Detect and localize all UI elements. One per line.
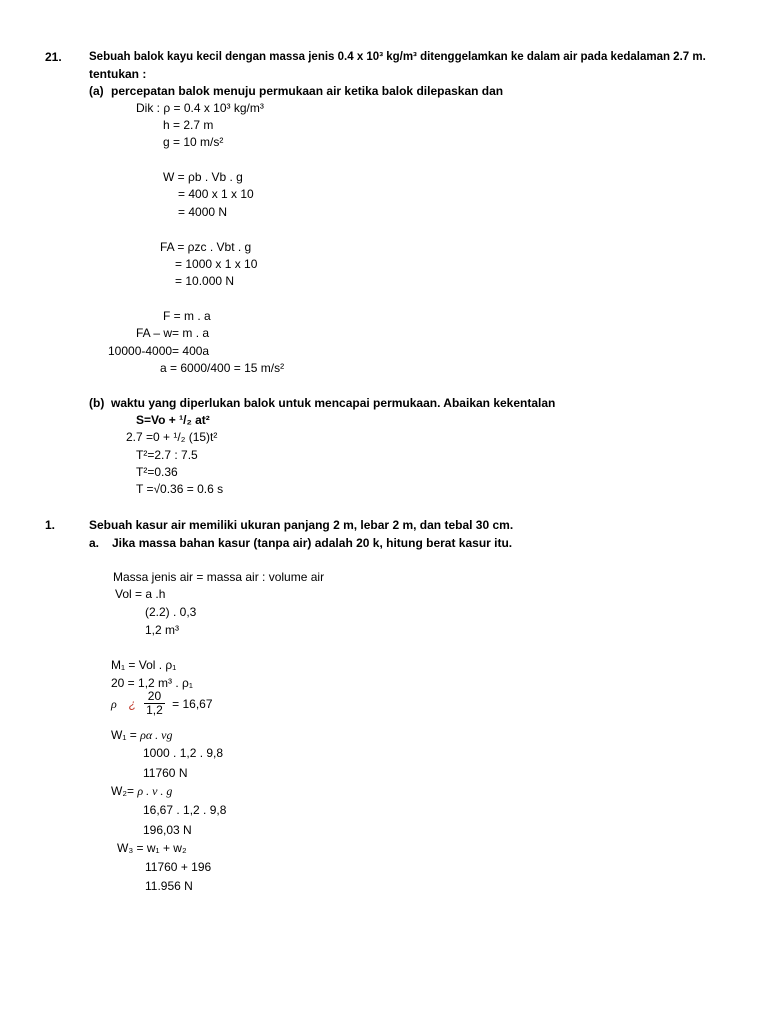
rho-symbol: ρ [111, 696, 117, 711]
part-a-marker: a. [89, 536, 100, 550]
volume-calc: (2.2) . 0,3 [145, 605, 197, 619]
density-fraction [144, 690, 165, 717]
weight1-equation [111, 728, 172, 742]
net-force-substitution: 10000-4000= 400a [108, 344, 210, 358]
weight2-rhs: ρ . v . g [137, 784, 173, 798]
acceleration-result: a = 6000/400 = 15 m/s² [160, 361, 285, 375]
known-gravity: g = 10 m/s² [163, 135, 224, 149]
known-depth: h = 2.7 m [163, 118, 214, 132]
volume-result: 1,2 m³ [145, 623, 180, 637]
weight1-rhs: ρα . vg [140, 728, 173, 742]
fraction-numerator: 20 [144, 690, 165, 704]
known-density: Dik : ρ = 0.4 x 10³ kg/m³ [136, 101, 264, 115]
mass-equation: M₁ = Vol . ρ₁ [111, 658, 177, 672]
density-fraction-line [111, 690, 213, 717]
part-a-text: Jika massa bahan kasur (tanpa air) adalah 20 k, hitung berat kasur itu. [112, 536, 513, 550]
buoyancy-equation: FA = ρzc . Vbt . g [160, 240, 252, 254]
weight1-label: W₁ = [111, 728, 141, 742]
time-squared-result: T²=0.36 [136, 465, 178, 479]
weight1-calc: 1000 . 1,2 . 9,8 [143, 746, 224, 760]
weight-equation: W = ρb . Vb . g [163, 170, 243, 184]
kinematics-equation: S=Vo + ¹/₂ at² [136, 413, 210, 427]
weight1-result: 11760 N [143, 766, 188, 780]
newton-equation: F = m . a [163, 309, 211, 323]
part-b-text: waktu yang diperlukan balok untuk mencapai permukaan. Abaikan kekentalan [111, 396, 556, 410]
buoyancy-result: = 10.000 N [175, 274, 235, 288]
problem-statement: Sebuah balok kayu kecil dengan massa jenis 0.4 x 10³ kg/m³ ditenggelamkan ke dalam air pada kedalaman 2.7 m. [89, 51, 706, 63]
weight2-result: 196,03 N [143, 823, 192, 837]
total-weight-calc: 11760 + 196 [145, 860, 212, 874]
density-result: = 16,67 [172, 696, 213, 711]
mass-substitution: 20 = 1,2 m³ . ρ₁ [111, 676, 193, 690]
problem-number: 1. [45, 518, 56, 532]
total-weight-equation: W₃ = w₁ + w₂ [117, 841, 187, 855]
weight2-equation [111, 784, 172, 798]
kinematics-substitution: 2.7 =0 + ¹/₂ (15)t² [126, 430, 218, 444]
part-a-text: percepatan balok menuju permukaan air ketika balok dilepaskan dan [111, 84, 504, 98]
total-weight-result: 11.956 N [145, 879, 193, 893]
fraction-denominator: 1,2 [146, 703, 163, 717]
part-b-marker: (b) [89, 396, 105, 410]
weight-calc: = 400 x 1 x 10 [178, 187, 254, 201]
part-a-marker: (a) [89, 84, 104, 98]
weight-result: = 4000 N [178, 205, 228, 219]
density-definition: Massa jenis air = massa air : volume air [113, 570, 325, 584]
time-result: T =√0.36 = 0.6 s [136, 482, 224, 496]
time-squared-calc: T²=2.7 : 7.5 [136, 448, 198, 462]
problem-number: 21. [45, 50, 62, 64]
unknown-glyph: ¿ [128, 696, 137, 711]
volume-equation: Vol = a .h [115, 587, 166, 601]
weight2-label: W₂= [111, 784, 138, 798]
net-force-equation: FA – w= m . a [136, 326, 210, 340]
weight2-calc: 16,67 . 1,2 . 9,8 [143, 803, 227, 817]
problem-statement: Sebuah kasur air memiliki ukuran panjang 2 m, lebar 2 m, dan tebal 30 cm. [89, 518, 514, 532]
problem-statement-cont: tentukan : [89, 67, 147, 81]
buoyancy-calc: = 1000 x 1 x 10 [175, 257, 258, 271]
